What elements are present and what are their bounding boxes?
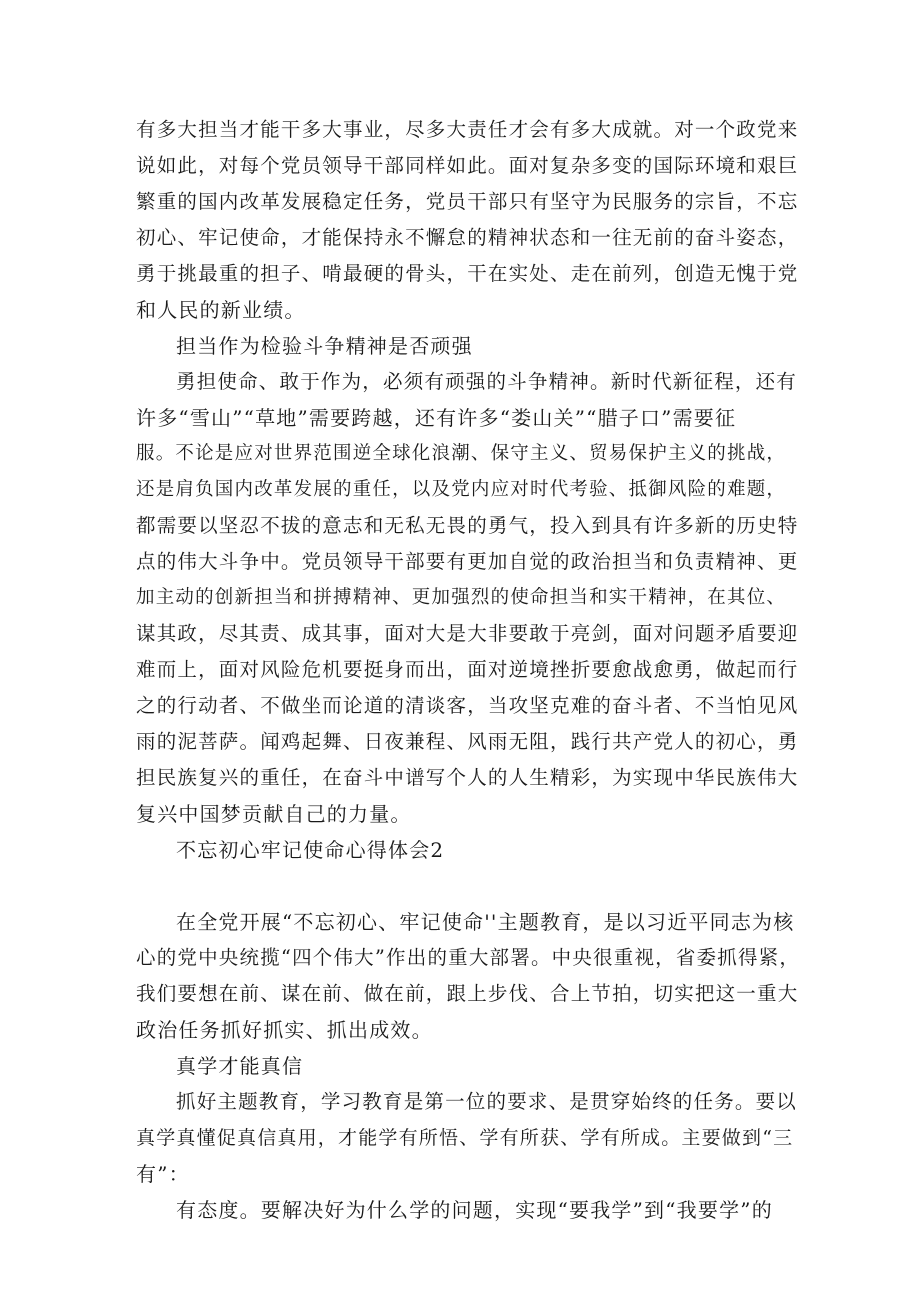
paragraph-line: 难而上，面对风险危机要挺身而出，面对逆境挫折要愈战愈勇，做起而行 [136, 658, 799, 681]
paragraph-line: 加主动的创新担当和拼搏精神、更加强烈的使命担当和实干精神，在其位、 [136, 587, 787, 608]
paragraph-line: 勇担使命、敢于作为，必须有顽强的斗争精神。新时代新征程，还有 [176, 370, 798, 393]
paragraph-line: 心的党中央统揽“四个伟大”作出的重大部署。中央很重视，省委抓得紧， [136, 946, 801, 969]
paragraph-line: 点的伟大斗争中。党员领导干部要有更加自觉的政治担当和负责精神、更 [136, 550, 799, 573]
paragraph-line: 都需要以坚忍不拔的意志和无私无畏的勇气，投入到具有许多新的历史特 [136, 514, 799, 537]
paragraph-line: 有多大担当才能干多大事业，尽多大责任才会有多大成就。对一个政党来 [136, 118, 799, 141]
section-heading: 真学才能真信 [176, 1054, 304, 1078]
paragraph-line: 担民族复兴的重任，在奋斗中谱写个人的人生精彩，为实现中华民族伟大 [136, 766, 799, 789]
paragraph-line: 政治任务抓好抓实、抓出成效。 [136, 1018, 433, 1042]
paragraph-line: 雨的泥菩萨。闻鸡起舞、日夜兼程、风雨无阻，践行共产党人的初心，勇 [136, 730, 799, 753]
paragraph-line: 还是肩负国内改革发展的重任，以及党内应对时代考验、抵御风险的难题， [136, 479, 787, 500]
paragraph-line: 谋其政，尽其责、成其事，面对大是大非要敢于亮剑，面对问题矛盾要迎 [136, 622, 799, 645]
paragraph-line: 有态度。要解决好为什么学的问题，实现“要我学”到“我要学”的 [176, 1198, 773, 1222]
paragraph-line: 之的行动者、不做坐而论道的清谈客，当攻坚克难的奋斗者、不当怕见风 [136, 694, 799, 717]
paragraph-line: 我们要想在前、谋在前、做在前，跟上步伐、合上节拍，切实把这一重大 [136, 982, 799, 1005]
paragraph-line: 初心、牢记使命，才能保持永不懈怠的精神状态和一往无前的奋斗姿态， [136, 226, 799, 249]
paragraph-line: 勇于挑最重的担子、啃最硬的骨头，干在实处、走在前列，创造无愧于党 [136, 262, 799, 285]
paragraph-line: 抓好主题教育，学习教育是第一位的要求、是贯穿始终的任务。要以 [176, 1090, 798, 1113]
paragraph-line: 繁重的国内改革发展稳定任务，党员干部只有坚守为民服务的宗旨，不忘 [136, 190, 799, 213]
paragraph-line: 和人民的新业绩。 [136, 298, 306, 322]
paragraph-line: 服。不论是应对世界范围逆全球化浪潮、保守主义、贸易保护主义的挑战， [136, 443, 787, 464]
paragraph-line: 真学真懂促真信真用，才能学有所悟、学有所获、学有所成。主要做到“三 [136, 1127, 794, 1149]
paragraph-line: 复兴中国梦贡献自己的力量。 [136, 802, 412, 826]
section-title: 不忘初心牢记使命心得体会2 [176, 838, 445, 862]
paragraph-line: 在全党开展“不忘初心、牢记使命''主题教育，是以习近平同志为核 [176, 910, 795, 934]
paragraph-line: 有”： [136, 1162, 190, 1186]
section-heading: 担当作为检验斗争精神是否顽强 [176, 334, 473, 358]
paragraph-line: 说如此，对每个党员领导干部同样如此。面对复杂多变的国际环境和艰巨 [136, 154, 799, 177]
paragraph-line: 许多“雪山”“草地”需要跨越，还有许多“娄山关”“腊子口”需要征 [136, 406, 737, 430]
